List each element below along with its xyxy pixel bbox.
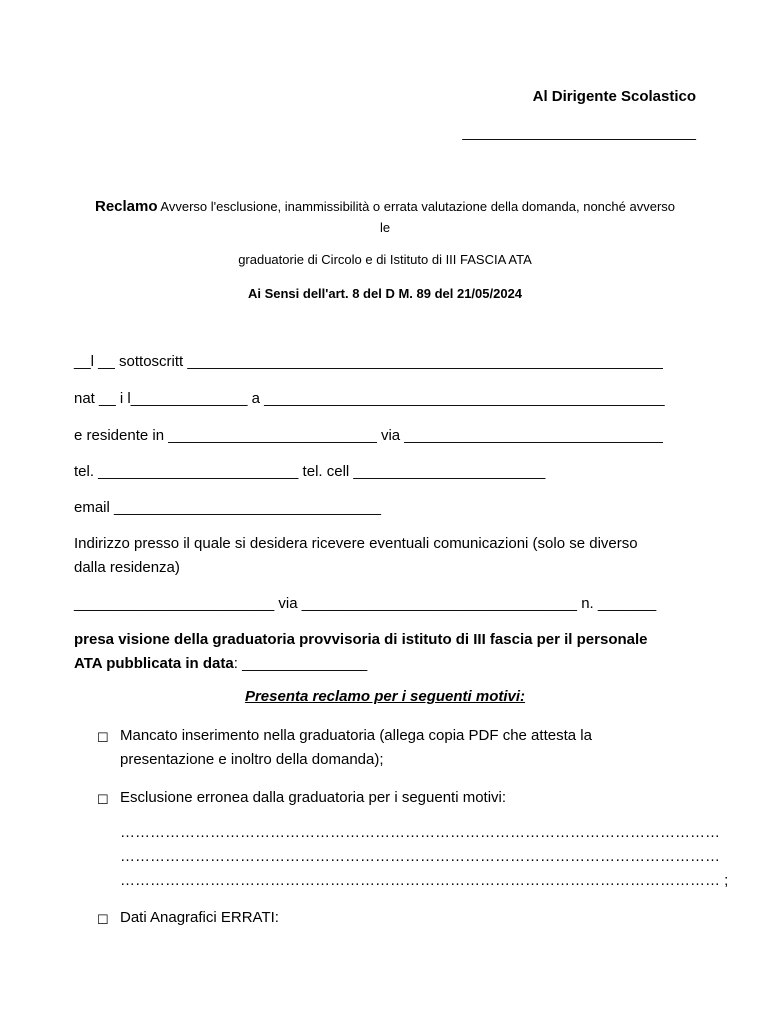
- dotted-line-1: …………………………………………………………………………………………………………: [120, 824, 720, 841]
- ranking-notice-label: ATA pubblicata in data: [74, 655, 234, 672]
- section-title: Presenta reclamo per i seguenti motivi:: [244, 688, 526, 705]
- ranking-notice-line1: presa visione della graduatoria provvisoria di istituto di III fascia per il personale: [74, 631, 648, 648]
- ranking-date-field: : _______________: [233, 655, 368, 672]
- undersigned-field: __l __ sottoscritt _________________________________________________________: [74, 353, 663, 370]
- birth-field: nat __ i l______________ a ________________________________________________: [74, 390, 665, 407]
- dotted-line-3: ………………………………………………………………………………………………………… ;: [120, 872, 729, 889]
- recipient-line: ____________________________: [462, 124, 696, 141]
- alt-address-label-2: dalla residenza): [74, 559, 180, 576]
- checkbox-exclusion[interactable]: ☐: [97, 792, 109, 807]
- heading-lead: Reclamo: [95, 198, 158, 215]
- legal-reference: Ai Sensi dell'art. 8 del D M. 89 del 21/05/2024: [247, 286, 523, 301]
- dotted-line-2: …………………………………………………………………………………………………………: [120, 848, 720, 865]
- document-heading: [90, 196, 680, 238]
- email-field: email ________________________________: [74, 499, 381, 516]
- option-wrong-personal-data-label: Dati Anagrafici ERRATI:: [120, 909, 279, 926]
- checkbox-missing-inclusion[interactable]: ☐: [97, 730, 109, 745]
- residence-field: e residente in _________________________ via _______________________________: [74, 427, 663, 444]
- heading-subtitle: graduatorie di Circolo e di Istituto di III FASCIA ATA: [238, 252, 532, 267]
- phone-field: tel. ________________________ tel. cell _______________________: [74, 463, 546, 480]
- street-field: ________________________ via _________________________________ n. _______: [74, 595, 657, 612]
- option-missing-inclusion-label: Mancato inserimento nella graduatoria (allega copia PDF che attesta la: [120, 727, 592, 744]
- alt-address-label: Indirizzo presso il quale si desidera ricevere eventuali comunicazioni (solo se diverso: [74, 535, 638, 552]
- option-exclusion-label: Esclusione erronea dalla graduatoria per i seguenti motivi:: [120, 789, 507, 806]
- heading-text: Avverso l'esclusione, inammissibilità o errata valutazione della domanda, nonché avverso le: [157, 199, 675, 235]
- ranking-notice-line2: [74, 655, 367, 672]
- recipient-title: Al Dirigente Scolastico: [532, 88, 696, 105]
- checkbox-wrong-personal-data[interactable]: ☐: [97, 912, 109, 927]
- option-missing-inclusion-label-2: presentazione e inoltro della domanda);: [120, 751, 384, 768]
